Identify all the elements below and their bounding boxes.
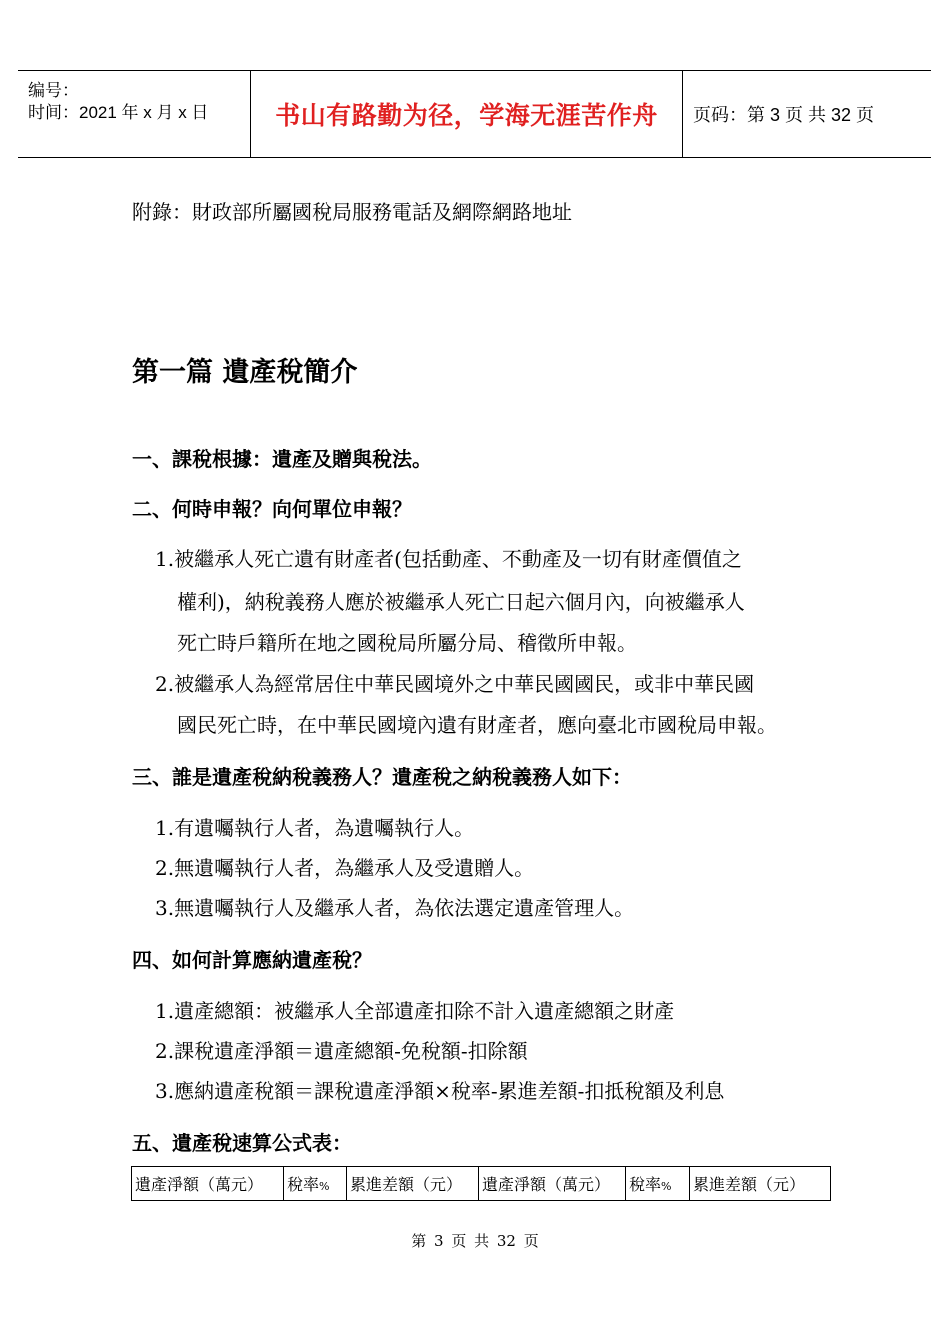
section-2-item-1-line-1: 1.被繼承人死亡遺有財產者(包括動產、不動產及一切有財產價值之 bbox=[155, 547, 742, 571]
number-label: 编号： bbox=[28, 81, 79, 100]
section-2-item-2-line-2: 國民死亡時，在中華民國境內遺有財產者，應向臺北市國稅局申報。 bbox=[177, 713, 777, 737]
section-3-item-3: 3.無遺囑執行人及繼承人者，為依法選定遺產管理人。 bbox=[155, 896, 635, 920]
section-2-heading: 二、何時申報？向何單位申報？ bbox=[132, 497, 412, 521]
page-header bbox=[18, 70, 931, 158]
page-footer: 第 3 页 共 32 页 bbox=[411, 1232, 539, 1250]
tax-rate-table bbox=[131, 1166, 831, 1201]
section-4-item-1: 1.遺產總額：被繼承人全部遺產扣除不計入遺產總額之財產 bbox=[155, 999, 675, 1023]
col-net-estate-2: 遺產淨額（萬元） bbox=[479, 1167, 626, 1201]
chapter-title: 第一篇 遺產稅簡介 bbox=[132, 357, 358, 388]
section-3-item-2: 2.無遺囑執行人者，為繼承人及受遺贈人。 bbox=[155, 856, 535, 880]
section-2-item-1-line-2: 權利)，納稅義務人應於被繼承人死亡日起六個月內，向被繼承人 bbox=[177, 590, 745, 614]
col-tax-rate-2-text: 稅率 bbox=[629, 1175, 662, 1194]
section-1-heading: 一、課稅根據：遺產及贈與稅法。 bbox=[132, 447, 432, 471]
col-progressive-diff-2: 累進差額（元） bbox=[690, 1167, 831, 1201]
table-header-row bbox=[132, 1167, 831, 1201]
header-motto: 书山有路勤为径，学海无涯苦作舟 bbox=[251, 71, 683, 157]
section-4-item-3: 3.應納遺產稅額＝課稅遺產淨額×稅率-累進差額-扣抵稅額及利息 bbox=[155, 1079, 725, 1103]
header-page-label: 页码：第 3 页 共 32 页 bbox=[693, 105, 875, 125]
section-2-item-1-line-3: 死亡時戶籍所在地之國稅局所屬分局、稽徵所申報。 bbox=[177, 631, 637, 655]
section-4-heading: 四、如何計算應納遺產稅？ bbox=[132, 948, 372, 972]
col-tax-rate-1 bbox=[284, 1167, 347, 1201]
col-tax-rate-1-pct: % bbox=[319, 1180, 330, 1193]
section-2-item-2-line-1: 2.被繼承人為經常居住中華民國境外之中華民國國民，或非中華民國 bbox=[155, 672, 755, 696]
header-meta bbox=[18, 71, 251, 157]
appendix-line: 附錄：財政部所屬國稅局服務電話及網際網路地址 bbox=[132, 200, 572, 224]
col-tax-rate-1-text: 稅率 bbox=[287, 1175, 320, 1194]
col-tax-rate-2 bbox=[626, 1167, 690, 1201]
time-label: 时间：2021 年 x 月 x 日 bbox=[28, 103, 209, 122]
col-progressive-diff-1: 累進差額（元） bbox=[347, 1167, 479, 1201]
col-net-estate-1: 遺產淨額（萬元） bbox=[132, 1167, 284, 1201]
section-3-item-1: 1.有遺囑執行人者，為遺囑執行人。 bbox=[155, 816, 475, 840]
section-5-heading: 五、遺產稅速算公式表： bbox=[132, 1131, 352, 1155]
col-tax-rate-2-pct: % bbox=[661, 1180, 672, 1193]
section-4-item-2: 2.課稅遺產淨額＝遺產總額-免稅額-扣除額 bbox=[155, 1039, 528, 1063]
section-3-heading: 三、誰是遺產稅納稅義務人？遺產稅之納稅義務人如下： bbox=[132, 765, 632, 789]
